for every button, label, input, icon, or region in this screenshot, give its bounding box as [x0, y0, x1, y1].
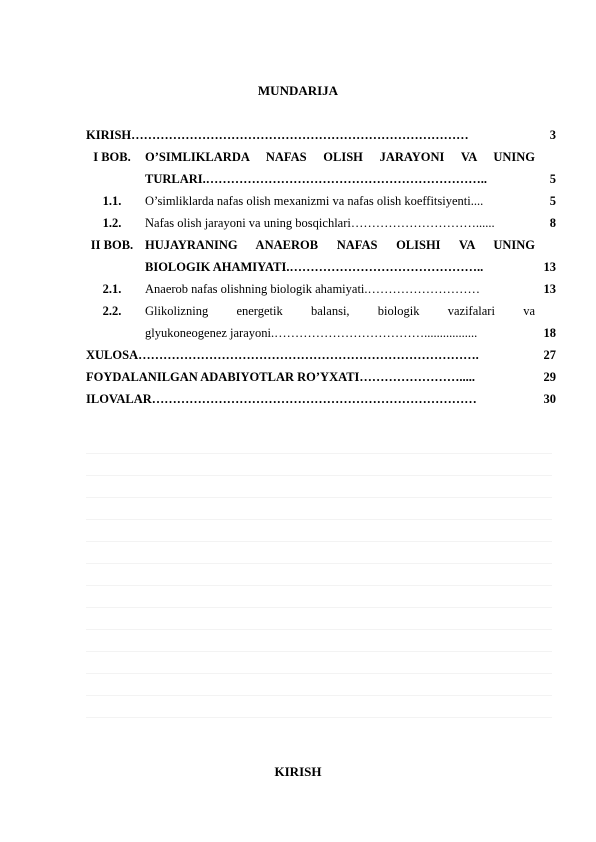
toc-entry-text: O’SIMLIKLARDA NAFAS OLISH JARAYONI VA UNING: [145, 150, 535, 164]
toc-entry-text: KIRISH………………………………………………………………………: [86, 128, 469, 142]
toc-entry-text: BIOLOGIK AHAMIYATI.………………………………………..: [145, 260, 484, 274]
toc-page-number: 30: [543, 392, 556, 406]
blank-grid-area: [86, 432, 552, 732]
toc-chapter-number: I BOB.: [93, 150, 131, 164]
toc-row-section-2-2: [86, 300, 556, 322]
toc-entry-text: Nafas olish jarayoni va uning bosqichlari…………………………......: [145, 216, 495, 230]
toc-row-chapter-1: [86, 146, 556, 168]
toc-entry-text: glyukoneogenez jarayoni.……………………………….................: [145, 326, 478, 340]
toc-row-chapter-2-cont: [86, 256, 556, 278]
toc-page-number: 13: [543, 282, 556, 296]
toc-row-xulosa: [86, 344, 556, 366]
page-title: MUNDARIJA: [257, 83, 339, 98]
toc-section-number: 1.1.: [102, 194, 122, 208]
toc-row-chapter-1-cont: [86, 168, 556, 190]
toc-page-number: 29: [543, 370, 556, 384]
toc-row-chapter-2: [86, 234, 556, 256]
toc-entry-text: Anaerob nafas olishning biologik ahamiyati.………………………: [145, 282, 481, 296]
toc-section-number: 2.1.: [102, 282, 122, 296]
toc-entry-text: TURLARI.…………………………………………………………..: [145, 172, 488, 186]
toc-chapter-number: II BOB.: [90, 238, 134, 252]
toc-entry-text: XULOSA……………………………………………………………………….: [86, 348, 479, 362]
toc-page-number: 18: [543, 326, 556, 340]
toc-entry-text: HUJAYRANING ANAEROB NAFAS OLISHI VA UNING: [145, 238, 535, 252]
toc-row-section-2-1: [86, 278, 556, 300]
toc-row-section-1-1: [86, 190, 556, 212]
next-section-title: KIRISH: [274, 764, 322, 779]
toc-page-number: 8: [549, 216, 556, 230]
toc-row-section-1-2: [86, 212, 556, 234]
toc-page-number: 27: [543, 348, 556, 362]
toc-page-number: 5: [549, 194, 556, 208]
toc-entry-text: ILOVALAR……………………………………………………………………: [86, 392, 477, 406]
toc-entry-text: O’simliklarda nafas olish mexanizmi va nafas olish koeffitsiyenti....: [145, 194, 484, 208]
toc-row-appendices: [86, 388, 556, 410]
toc-row-kirish: [86, 124, 556, 146]
toc-page-number: 3: [549, 128, 556, 142]
toc-section-number: 2.2.: [102, 304, 122, 318]
toc-row-references: [86, 366, 556, 388]
toc-entry-text: FOYDALANILGAN ADABIYOTLAR RO’YXATI…………………….....: [86, 370, 476, 384]
toc-entry-text: Glikolizning energetik balansi, biologik vazifalari va: [145, 304, 535, 318]
toc-row-section-2-2-cont: [86, 322, 556, 344]
toc-section-number: 1.2.: [102, 216, 122, 230]
toc-page-number: 5: [549, 172, 556, 186]
toc-page-number: 13: [543, 260, 556, 274]
